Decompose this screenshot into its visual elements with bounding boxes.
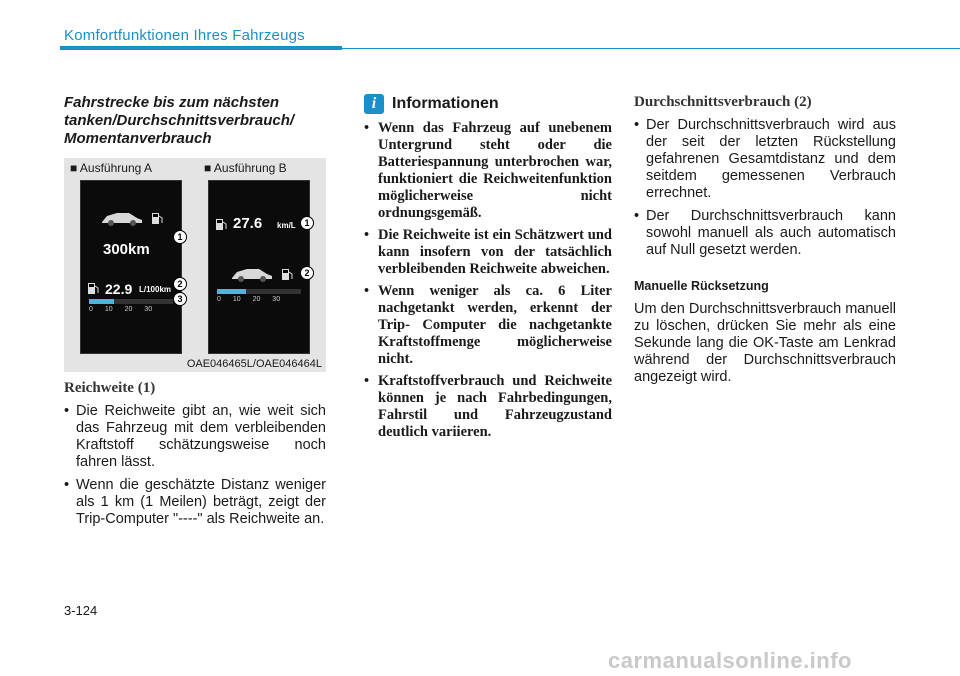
watermark: carmanualsonline.info: [608, 648, 852, 673]
list-item: • Wenn das Fahrzeug auf unebenem Untergrund steht oder die Batteriespannung unterbrochen war, funktioniert die Reichweitenfunktion möglicherweise nicht ordnungsgemäß.: [364, 120, 612, 222]
gauge-ticks: 0 10 20 30: [217, 296, 281, 303]
list-item: • Wenn die geschätzte Distanz weniger als 1 km (1 Meilen) beträgt, zeigt der Trip-Computer "----" als Reichweite an.: [64, 477, 326, 528]
figure-label-b: ■ Ausführung B: [204, 161, 287, 175]
fuel-pump-icon: [281, 267, 293, 281]
consumption-gauge: [89, 299, 173, 304]
fuel-pump-icon: [151, 211, 163, 225]
figure-caption: OAE046465L/OAE046464L: [186, 358, 322, 370]
range-readout: 300km: [103, 241, 150, 258]
consumption-readout: 22.9: [105, 281, 133, 297]
list-item: • Wenn weniger als ca. 6 Liter nachgetankt werden, erkennt der Trip- Computer die nachgetankte Kraftstoffmenge möglicherweise nicht.: [364, 283, 612, 368]
right-column: [634, 94, 896, 386]
list-item: • Kraftstoffverbrauch und Reichweite können je nach Fahrbedingungen, Fahrstil und Fahrzeugzustand deutlich variieren.: [364, 373, 612, 441]
page-number: 3-124: [64, 603, 98, 618]
car-icon: [229, 265, 275, 283]
list-item: • Der Durchschnittsverbrauch kann sowohl manuell als auch automatisch auf Null gesetzt werden.: [634, 208, 896, 259]
callout-2: 2: [300, 266, 314, 280]
left-column: [64, 94, 326, 534]
info-title: Informationen: [392, 95, 499, 112]
info-column: [364, 94, 612, 446]
consumption-readout: 27.6: [233, 215, 263, 232]
fuel-pump-icon: [215, 217, 227, 231]
cluster-figure: [64, 158, 326, 372]
consumption-unit: L/100km: [139, 285, 172, 294]
callout-1: 1: [173, 230, 187, 244]
cluster-display-b: [208, 180, 310, 354]
cluster-display-a: [80, 180, 182, 354]
section-heading: Reichweite (1): [64, 380, 156, 396]
callout-1: 1: [300, 216, 314, 230]
callout-3: 3: [173, 292, 187, 306]
section-heading: Fahrstrecke bis zum nächsten tanken/Durchschnittsverbrauch/ Momentanverbrauch: [64, 94, 295, 147]
bullet-list: [64, 403, 326, 528]
list-item: • Die Reichweite gibt an, wie weit sich das Fahrzeug mit dem verbleibenden Kraftstoff schätzungsweise noch fahren lässt.: [64, 403, 326, 471]
list-item: • Der Durchschnittsverbrauch wird aus der seit der letzten Rückstellung gefahrenen Gesamtdistanz und dem seitdem gemessenen Verbrauch errechnet.: [634, 117, 896, 202]
consumption-unit: km/L: [277, 221, 296, 230]
figure-label-a: ■ Ausführung A: [70, 161, 152, 175]
car-icon: [99, 209, 145, 227]
fuel-pump-icon: [87, 281, 99, 295]
section-heading: Durchschnittsverbrauch (2): [634, 94, 812, 110]
info-list: [364, 120, 612, 441]
subheading: Manuelle Rücksetzung: [634, 279, 769, 293]
consumption-gauge: [217, 289, 301, 294]
header-rule-thick: [60, 46, 342, 50]
header-rule-thin: [342, 48, 960, 49]
callout-2: 2: [173, 277, 187, 291]
gauge-ticks: 0 10 20 30: [89, 306, 153, 313]
paragraph: Um den Durchschnittsverbrauch manuell zu löschen, drücken Sie mehr als eine Sekunde lang die OK-Taste am Lenkrad während der Durchschnittsverbrauch angezeigt wird.: [634, 301, 896, 385]
chapter-title: Komfortfunktionen Ihres Fahrzeugs: [64, 27, 305, 44]
info-header: [364, 94, 612, 114]
list-item: • Die Reichweite ist ein Schätzwert und kann insofern von der tatsächlich verbleibenden Reichweite abweichen.: [364, 227, 612, 278]
bullet-list: [634, 117, 896, 259]
info-icon: i: [364, 94, 384, 114]
